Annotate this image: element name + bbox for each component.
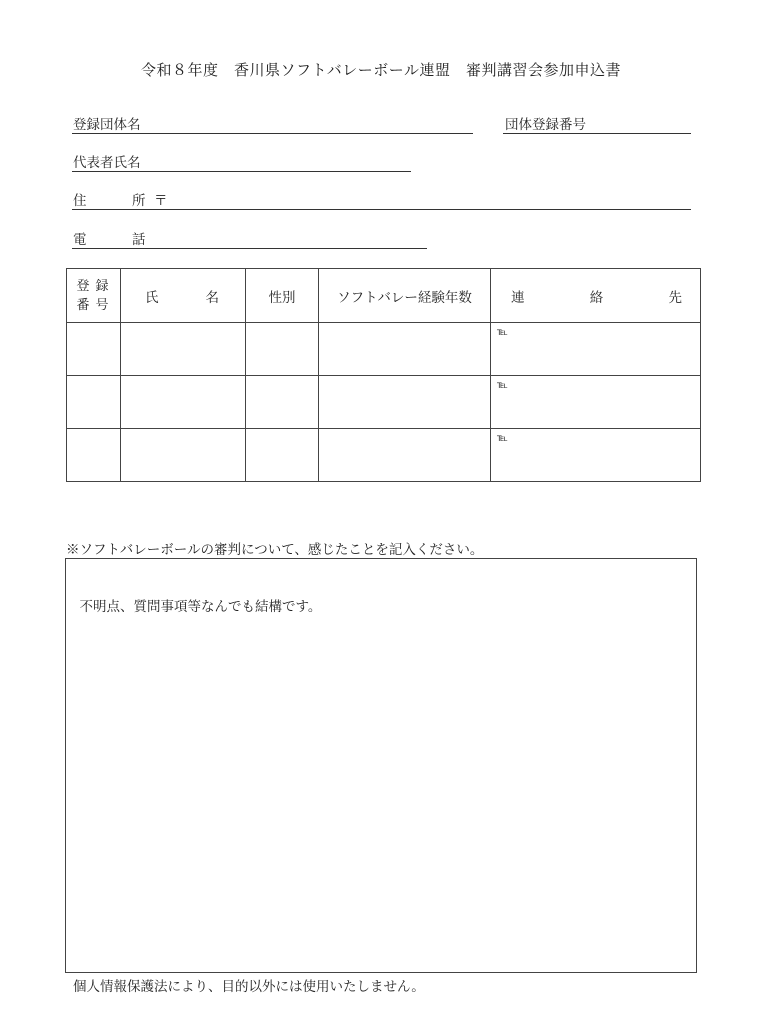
header-contact-1: 連: [511, 289, 525, 306]
table-row: [67, 323, 701, 376]
tel-icon: ℡: [497, 433, 508, 444]
tel-icon: ℡: [497, 327, 508, 338]
cell-reg-number[interactable]: [67, 429, 121, 482]
team-number-label: 団体登録番号: [505, 117, 586, 133]
cell-gender[interactable]: [246, 429, 319, 482]
header-name-2: 名: [205, 289, 219, 306]
table-row: [67, 429, 701, 482]
header-contact-2: 絡: [589, 289, 604, 306]
address-field[interactable]: [72, 209, 691, 210]
team-number-field[interactable]: [503, 133, 691, 134]
cell-experience[interactable]: [319, 429, 491, 482]
cell-gender[interactable]: [246, 323, 319, 376]
cell-name[interactable]: [121, 323, 246, 376]
cell-experience[interactable]: [319, 323, 491, 376]
header-experience: [319, 269, 491, 323]
table-header-row: [67, 269, 701, 323]
cell-contact[interactable]: [491, 376, 701, 429]
header-reg-number-line1: 登録: [76, 278, 115, 294]
header-reg-number-line2: 番号: [76, 297, 115, 313]
header-name-1: 氏: [145, 289, 159, 306]
cell-name[interactable]: [121, 376, 246, 429]
header-gender: [246, 269, 319, 323]
header-gender-label: 性別: [268, 289, 296, 306]
header-contact: [491, 269, 701, 323]
header-reg-number: [67, 269, 121, 323]
table-row: [67, 376, 701, 429]
address-label-1: 住: [73, 193, 87, 209]
comment-box[interactable]: [65, 558, 697, 973]
privacy-notice: 個人情報保護法により、目的以外には使用いたしません。: [73, 979, 425, 995]
header-experience-label: ソフトバレー経験年数: [337, 289, 472, 306]
cell-reg-number[interactable]: [67, 376, 121, 429]
phone-field[interactable]: [72, 248, 427, 249]
tel-icon: ℡: [497, 380, 508, 391]
header-contact-3: 先: [668, 289, 682, 306]
comment-instructions-line1: ※ソフトバレーボールの審判について、感じたことを記入ください。: [66, 542, 484, 558]
document-title: 令和８年度 香川県ソフトバレーボール連盟 審判講習会参加申込書: [141, 61, 621, 79]
cell-contact[interactable]: [491, 323, 701, 376]
phone-label-2: 話: [132, 232, 146, 248]
postal-mark: 〒: [154, 193, 168, 209]
team-name-field[interactable]: [72, 133, 473, 134]
header-name: [121, 269, 246, 323]
cell-reg-number[interactable]: [67, 323, 121, 376]
representative-field[interactable]: [72, 171, 411, 172]
address-label-2: 所: [132, 193, 146, 209]
comment-instructions-line2: 不明点、質問事項等なんでも結構です。: [66, 599, 322, 615]
representative-label: 代表者氏名: [73, 155, 141, 171]
cell-gender[interactable]: [246, 376, 319, 429]
team-name-label: 登録団体名: [73, 117, 141, 133]
cell-experience[interactable]: [319, 376, 491, 429]
phone-label-1: 電: [73, 232, 87, 248]
cell-contact[interactable]: [491, 429, 701, 482]
participant-table: [66, 268, 701, 482]
cell-name[interactable]: [121, 429, 246, 482]
